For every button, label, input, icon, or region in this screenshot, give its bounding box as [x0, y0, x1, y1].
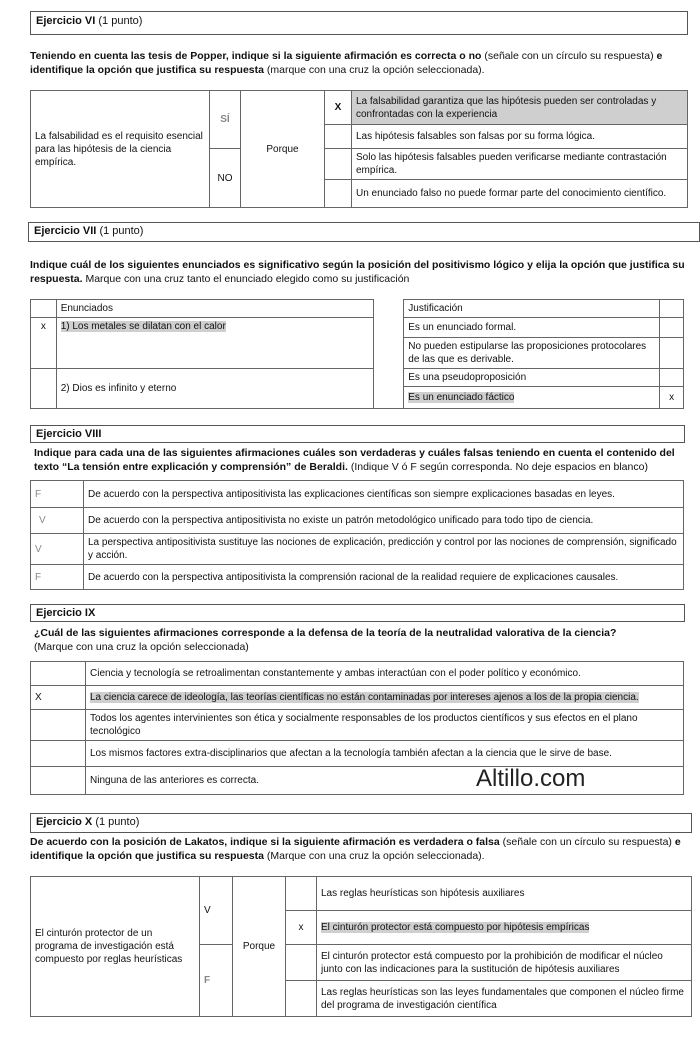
ex9-option: Ninguna de las anteriores es correcta.	[86, 767, 684, 795]
ex9-title: Ejercicio IX	[36, 607, 96, 619]
ex9-mark[interactable]	[31, 662, 86, 686]
ex6-opt-mark[interactable]	[325, 180, 352, 208]
ex6-opt-mark[interactable]	[325, 125, 352, 149]
ex7-justification: Es un enunciado formal.	[404, 318, 660, 338]
ex6-header	[30, 11, 688, 35]
ex8-instructions: Indique para cada una de las siguientes afirmaciones cuáles son verdaderas y cuáles falsas teniendo en cuenta el contenido del texto “La tensión entre explicación y comprensión” de Beraldi. (Indique V ó F según corresponda. No deje espacios en blanco)	[34, 447, 675, 473]
ex7-statement: 2) Dios es infinito y eterno	[56, 369, 374, 409]
ex6-instructions: Teniendo en cuenta las tesis de Popper, indique si la siguiente afirmación es correcta o no (señale con un círculo su respuesta) e identifique la opción que justifica su respuesta (marque con una cruz la opción seleccionada).	[30, 50, 663, 76]
ex7-justification: Es una pseudoproposición	[404, 369, 660, 387]
ex9-table	[30, 661, 684, 795]
ex10-option: Las reglas heurísticas son hipótesis auxiliares	[317, 877, 692, 911]
ex7-title: Ejercicio VII	[34, 225, 97, 237]
ex8-answer[interactable]: V	[31, 534, 84, 565]
ex8-table	[30, 480, 684, 590]
ex7-statement: 1) Los metales se dilatan con el calor	[60, 321, 226, 332]
ex10-opt-mark[interactable]	[286, 981, 317, 1017]
ex9-instructions: ¿Cuál de las siguientes afirmaciones corresponde a la defensa de la teoría de la neutralidad valorativa de la ciencia? (Marque con una cruz la opción seleccionada)	[34, 627, 617, 653]
ex7-col-enunciados: Enunciados	[56, 300, 374, 318]
ex9-header	[30, 604, 685, 622]
ex9-mark[interactable]	[31, 741, 86, 767]
ex6-yes[interactable]: SÍ	[210, 91, 241, 149]
ex7-justification: No pueden estipularse las proposiciones protocolares de las que es derivable.	[404, 338, 660, 369]
ex6-option: Un enunciado falso no puede formar parte del conocimiento científico.	[352, 180, 688, 208]
ex10-table	[30, 876, 692, 1017]
ex7-just-mark[interactable]	[660, 318, 684, 338]
ex7-just-mark[interactable]	[660, 369, 684, 387]
ex7-header	[28, 222, 700, 242]
watermark: Altillo.com	[476, 765, 586, 792]
ex7-points: (1 punto)	[99, 225, 144, 237]
ex8-title: Ejercicio VIII	[36, 428, 102, 440]
ex10-opt-mark[interactable]	[286, 945, 317, 981]
ex6-table	[30, 90, 688, 208]
ex10-header	[30, 813, 692, 833]
ex6-no[interactable]: NO	[210, 149, 241, 208]
ex10-option: Las reglas heurísticas son las leyes fundamentales que componen el núcleo firme del programa de investigación científica	[317, 981, 692, 1017]
ex9-mark[interactable]: X	[31, 686, 86, 710]
ex6-because: Porque	[241, 91, 325, 208]
ex8-answer[interactable]: F	[31, 481, 84, 508]
ex6-title: Ejercicio VI	[36, 15, 96, 27]
ex8-answer[interactable]: F	[31, 565, 84, 590]
ex7-just-mark[interactable]: x	[660, 387, 684, 409]
ex9-option: La ciencia carece de ideología, las teorías científicas no están contaminadas por intereses ajenos a los de la propia ciencia.	[90, 692, 639, 703]
ex8-statement: De acuerdo con la perspectiva antipositivista la comprensión racional de la realidad requiere de explicaciones causales.	[84, 565, 684, 590]
ex6-statement: La falsabilidad es el requisito esencial para las hipótesis de la ciencia empírica.	[31, 91, 210, 208]
ex9-option: Todos los agentes intervinientes son ética y socialmente responsables de los productos científicos y sus efectos en el plano tecnológico	[86, 710, 684, 741]
ex10-option: El cinturón protector está compuesto por la prohibición de modificar el núcleo junto con las indicaciones para la sustitución de hipótesis auxiliares	[317, 945, 692, 981]
ex7-stmt-mark[interactable]: x	[31, 318, 57, 369]
ex7-instructions: Indique cuál de los siguientes enunciados es significativo según la posición del positivismo lógico y elija la opción que justifica su respuesta. Marque con una cruz tanto el enunciado elegido como su justificación	[30, 259, 685, 285]
ex10-because: Porque	[233, 877, 286, 1017]
ex6-option: Las hipótesis falsables son falsas por su forma lógica.	[352, 125, 688, 149]
ex8-statement: De acuerdo con la perspectiva antipositivista no existe un patrón metodológico unificado para todo tipo de ciencia.	[84, 508, 684, 534]
ex6-points: (1 punto)	[98, 15, 143, 27]
ex7-stmt-mark[interactable]	[31, 369, 57, 409]
ex8-statement: La perspectiva antipositivista sustituye las nociones de explicación, predicción y control por las nociones de comprensión, significado y acción.	[84, 534, 684, 565]
ex8-statement: De acuerdo con la perspectiva antipositivista las explicaciones científicas son siempre explicaciones basadas en leyes.	[84, 481, 684, 508]
ex9-option: Ciencia y tecnología se retroalimentan constantemente y ambas interactúan con el poder político y económico.	[86, 662, 684, 686]
ex9-mark[interactable]	[31, 767, 86, 795]
ex10-points: (1 punto)	[95, 816, 140, 828]
ex6-opt-mark[interactable]	[325, 149, 352, 180]
ex7-just-mark[interactable]	[660, 338, 684, 369]
ex7-col-justificacion: Justificación	[404, 300, 660, 318]
ex7-table	[30, 299, 684, 409]
ex8-answer[interactable]: V	[31, 508, 84, 534]
ex10-opt-mark[interactable]	[286, 877, 317, 911]
ex9-option: Los mismos factores extra-disciplinarios que afectan a la tecnología también afectan a la ciencia que le sirve de base.	[86, 741, 684, 767]
ex6-option: Solo las hipótesis falsables pueden verificarse mediante contrastación empírica.	[352, 149, 688, 180]
ex10-opt-mark[interactable]: x	[286, 911, 317, 945]
ex6-opt-mark[interactable]: X	[325, 91, 352, 125]
ex9-mark[interactable]	[31, 710, 86, 741]
ex10-statement: El cinturón protector de un programa de investigación está compuesto por reglas heurísticas	[31, 877, 200, 1017]
ex6-option: La falsabilidad garantiza que las hipótesis pueden ser controladas y confrontadas con la experiencia	[352, 91, 688, 125]
ex10-true[interactable]: V	[200, 877, 233, 945]
ex10-instructions: De acuerdo con la posición de Lakatos, indique si la siguiente afirmación es verdadera o falsa (señale con un círculo su respuesta) e identifique la opción que justifica su respuesta (Marque con una cruz la opción seleccionada).	[30, 836, 681, 862]
ex7-justification: Es un enunciado fáctico	[408, 392, 515, 403]
ex10-option: El cinturón protector está compuesto por hipótesis empíricas	[321, 922, 590, 933]
ex10-false[interactable]: F	[200, 945, 233, 1017]
ex8-header	[30, 425, 685, 443]
ex10-title: Ejercicio X	[36, 816, 93, 828]
